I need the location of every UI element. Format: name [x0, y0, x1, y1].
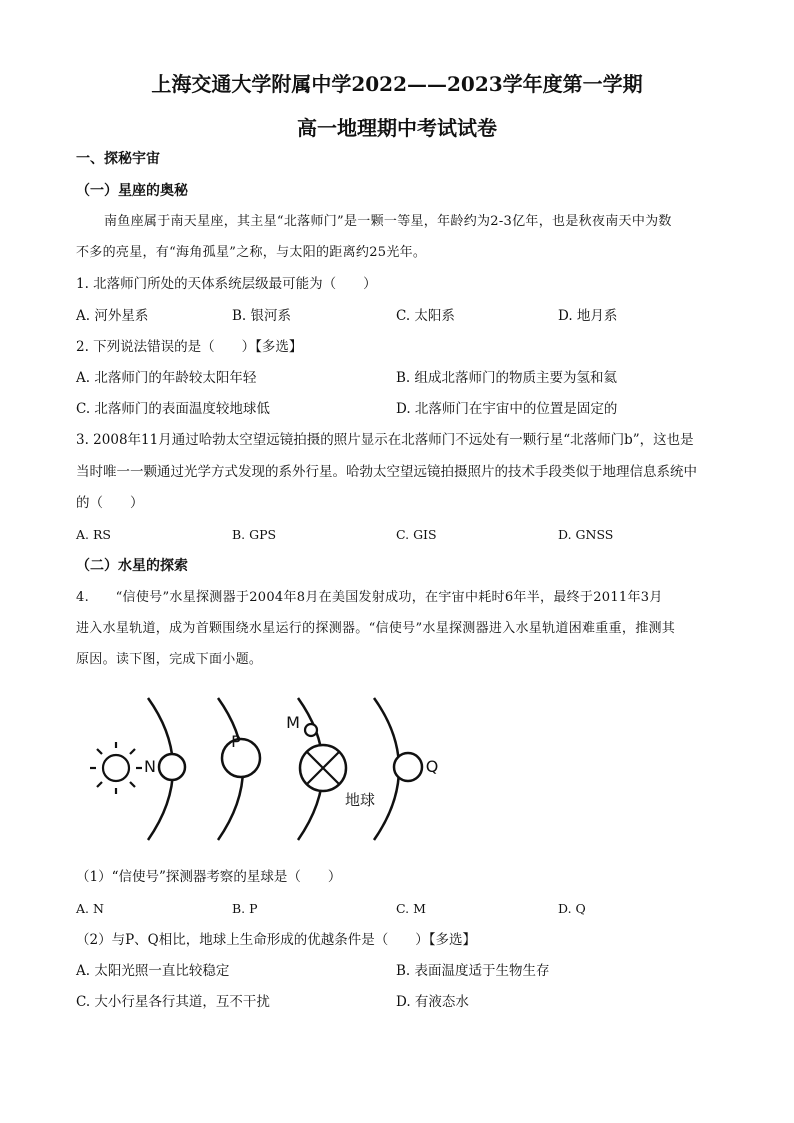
- question-3-stem: 当时唯一一颗通过光学方式发现的系外行星。哈勃太空望远镜拍摄照片的技术手段类似于地理信息系统中: [76, 464, 697, 480]
- question-1-stem: 1. 北落师门所处的天体系统层级最可能为（ ）: [76, 276, 377, 292]
- label-m: M: [286, 713, 300, 732]
- moon-m: [305, 724, 317, 736]
- option-a[interactable]: A. 河外星系: [76, 308, 149, 324]
- label-q: Q: [425, 757, 439, 776]
- planet-p: [222, 739, 260, 777]
- exam-title-line2: 高一地理期中考试试卷: [297, 116, 497, 140]
- exam-title-line1: 上海交通大学附属中学2022——2023学年度第一学期: [151, 72, 643, 96]
- option-b[interactable]: B. P: [232, 901, 258, 916]
- option-a[interactable]: A. 北落师门的年龄较太阳年轻: [76, 370, 257, 386]
- option-c[interactable]: C. GIS: [396, 527, 437, 542]
- question-3-stem: 的（ ）: [76, 495, 144, 511]
- option-a[interactable]: A. 太阳光照一直比较稳定: [76, 963, 230, 979]
- question-4-stem: 进入水星轨道，成为首颗围绕水星运行的探测器。“信使号”水星探测器进入水星轨道困难重重，推测其: [76, 621, 676, 636]
- section-heading: 一、探秘宇宙: [76, 151, 160, 167]
- option-a[interactable]: A. RS: [76, 527, 111, 542]
- part-heading-mercury: （二）水星的探索: [76, 558, 188, 574]
- planet-q: [394, 753, 422, 781]
- option-d[interactable]: D. 有液态水: [396, 994, 469, 1010]
- passage-line: 南鱼座属于南天星座，其主星“北落师门”是一颗一等星，年龄约为2-3亿年，也是秋夜南天中为数: [104, 214, 672, 229]
- label-n: N: [144, 757, 156, 776]
- question-3-stem: 3. 2008年11月通过哈勃太空望远镜拍摄的照片显示在北落师门不远处有一颗行星“北落师门b”，这也是: [76, 432, 694, 448]
- option-b[interactable]: B. GPS: [232, 527, 277, 542]
- option-c[interactable]: C. 大小行星各行其道，互不干扰: [76, 994, 270, 1010]
- question-4-stem: 4. “信使号”水星探测器于2004年8月在美国发射成功，在宇宙中耗时6年半，最终于2011年3月: [76, 590, 663, 605]
- option-d[interactable]: D. GNSS: [558, 527, 614, 542]
- subquestion-1-stem: （1）“信使号”探测器考察的星球是（ ）: [76, 869, 342, 885]
- sun-icon: [90, 742, 142, 794]
- passage-line: 不多的亮星，有“海角孤星”之称，与太阳的距离约25光年。: [76, 245, 427, 260]
- label-p: P: [231, 732, 241, 751]
- planet-n: [159, 754, 185, 780]
- option-c[interactable]: C. M: [396, 901, 426, 916]
- label-earth: 地球: [344, 791, 376, 809]
- option-a[interactable]: A. N: [76, 901, 104, 916]
- option-b[interactable]: B. 银河系: [232, 308, 292, 324]
- option-d[interactable]: D. Q: [558, 901, 586, 916]
- option-c[interactable]: C. 北落师门的表面温度较地球低: [76, 401, 270, 417]
- option-b[interactable]: B. 表面温度适于生物生存: [396, 963, 550, 979]
- solar-system-figure: [80, 690, 460, 850]
- option-b[interactable]: B. 组成北落师门的物质主要为氢和氦: [396, 370, 618, 386]
- part-heading-constellation: （一）星座的奥秘: [76, 183, 188, 199]
- option-c[interactable]: C. 太阳系: [396, 308, 455, 324]
- option-d[interactable]: D. 地月系: [558, 308, 618, 324]
- question-2-stem: 2. 下列说法错误的是（ ）【多选】: [76, 339, 303, 355]
- question-4-stem: 原因。读下图，完成下面小题。: [76, 652, 263, 667]
- option-d[interactable]: D. 北落师门在宇宙中的位置是固定的: [396, 401, 618, 417]
- subquestion-2-stem: （2）与P、Q相比，地球上生命形成的优越条件是（ ）【多选】: [76, 932, 476, 948]
